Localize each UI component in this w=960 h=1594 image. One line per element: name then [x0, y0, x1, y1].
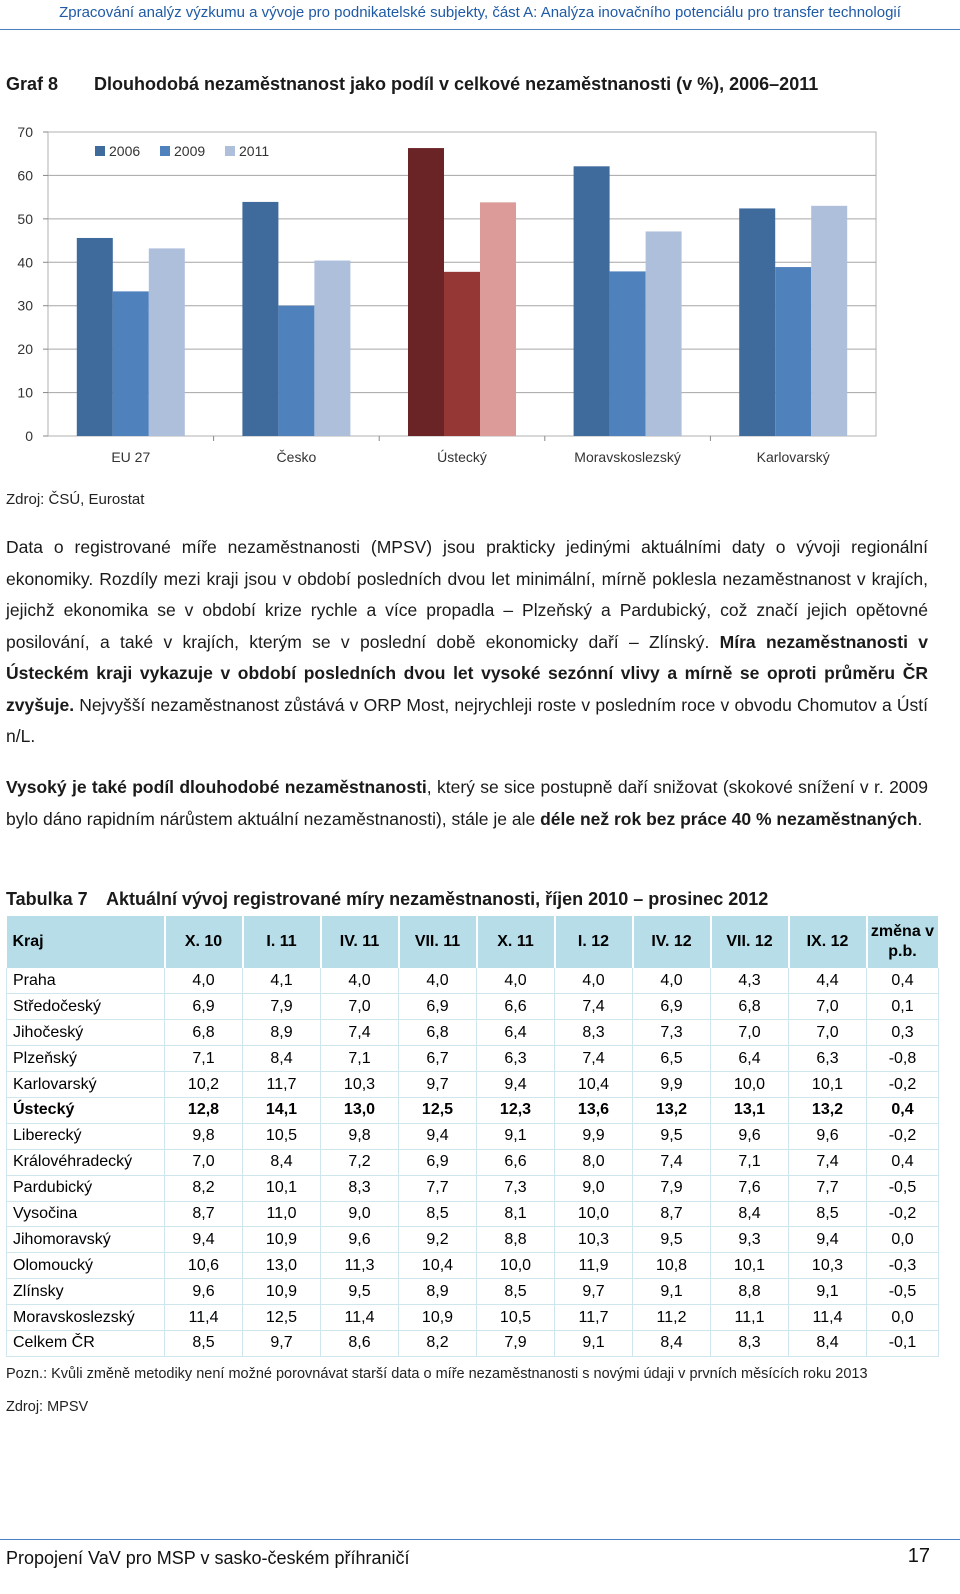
y-tick-label: 50: [17, 210, 33, 227]
bar-2006-Moravskoslezský: [574, 166, 610, 436]
value-cell: 7,9: [243, 994, 321, 1020]
value-cell: 8,5: [477, 1279, 555, 1305]
value-cell: 8,8: [477, 1227, 555, 1253]
table-note: [6, 1362, 938, 1420]
table-row: [7, 994, 939, 1020]
value-cell: 8,4: [711, 1201, 789, 1227]
figure-caption: [6, 74, 946, 95]
value-cell: 8,2: [165, 1175, 243, 1201]
value-cell: 8,4: [243, 1149, 321, 1175]
legend-swatch-2006: [95, 146, 105, 156]
value-cell: 4,3: [711, 968, 789, 994]
footer-project: Propojení VaV pro MSP v sasko-českém příhraničí: [6, 1548, 410, 1568]
value-cell: -0,3: [867, 1253, 939, 1279]
column-header: Kraj: [7, 916, 165, 968]
value-cell: 8,5: [399, 1201, 477, 1227]
value-cell: 4,0: [555, 968, 633, 994]
x-category-label: EU 27: [111, 449, 151, 465]
value-cell: 10,0: [555, 1201, 633, 1227]
value-cell: 9,8: [321, 1123, 399, 1149]
value-cell: 0,0: [867, 1227, 939, 1253]
region-name-cell: Ústecký: [7, 1097, 165, 1123]
table-row: [7, 1072, 939, 1098]
region-name-cell: Celkem ČR: [7, 1330, 165, 1356]
region-name-cell: Královéhradecký: [7, 1149, 165, 1175]
value-cell: 9,1: [789, 1279, 867, 1305]
table-note-text: Pozn.: Kvůli změně metodiky není možné porovnávat starší data o míře nezaměstnanosti s novými údaji v prvních měsících roku 2013: [6, 1366, 868, 1382]
region-name-cell: Plzeňský: [7, 1046, 165, 1072]
value-cell: 8,1: [477, 1201, 555, 1227]
bar-2011-Karlovarský: [811, 206, 847, 436]
value-cell: 4,0: [399, 968, 477, 994]
value-cell: 9,1: [633, 1279, 711, 1305]
column-header: I. 11: [243, 916, 321, 968]
value-cell: 4,1: [243, 968, 321, 994]
value-cell: 8,3: [321, 1175, 399, 1201]
region-name-cell: Středočeský: [7, 994, 165, 1020]
value-cell: 13,6: [555, 1097, 633, 1123]
value-cell: 11,7: [243, 1072, 321, 1098]
table-row: [7, 968, 939, 994]
region-name-cell: Pardubický: [7, 1175, 165, 1201]
value-cell: 10,0: [711, 1072, 789, 1098]
value-cell: 10,9: [243, 1279, 321, 1305]
value-cell: 6,4: [477, 1020, 555, 1046]
value-cell: 7,4: [321, 1020, 399, 1046]
value-cell: 7,3: [477, 1175, 555, 1201]
value-cell: 10,1: [789, 1072, 867, 1098]
value-cell: 9,4: [477, 1072, 555, 1098]
value-cell: -0,8: [867, 1046, 939, 1072]
table-row: [7, 1305, 939, 1331]
value-cell: -0,5: [867, 1175, 939, 1201]
value-cell: 9,0: [555, 1175, 633, 1201]
region-name-cell: Praha: [7, 968, 165, 994]
bar-2011-EU 27: [149, 248, 185, 436]
table-row: [7, 1175, 939, 1201]
value-cell: 9,5: [633, 1227, 711, 1253]
value-cell: 8,6: [321, 1330, 399, 1356]
value-cell: 4,0: [165, 968, 243, 994]
text-run: Míra nezaměstnanosti v Ústeckém kraji vykazuje v období posledních dvou let vysoké sezónní vlivy a mírně se oproti průměru ČR zvyšuje.: [6, 631, 929, 715]
value-cell: 7,6: [711, 1175, 789, 1201]
value-cell: 9,7: [399, 1072, 477, 1098]
value-cell: 7,0: [789, 994, 867, 1020]
value-cell: 6,9: [165, 994, 243, 1020]
bar-2009-Ústecký: [444, 272, 480, 436]
text-run: Data o registrované míře nezaměstnanosti (MPSV) jsou prakticky jedinými aktuálními daty o vývoji regionální ekonomiky. Rozdíly mezi kraji jsou v období posledních dvou let minimální, mírně poklesla nezaměstnanost v krajích, jejichž ekonomika se v období krize rychle a více propadla – Plzeňský a Pardubický, což značí jejich opětovné posilování, a také v krajích, kterým se v poslední době ekonomicky daří – Zlínský.: [6, 537, 928, 652]
legend-label: 2006: [109, 143, 141, 159]
value-cell: 6,9: [399, 994, 477, 1020]
value-cell: 6,5: [633, 1046, 711, 1072]
value-cell: 4,0: [477, 968, 555, 994]
table-caption: [6, 889, 946, 910]
value-cell: 6,8: [165, 1020, 243, 1046]
value-cell: 7,9: [633, 1175, 711, 1201]
region-name-cell: Liberecký: [7, 1123, 165, 1149]
value-cell: 8,9: [243, 1020, 321, 1046]
bar-2009-EU 27: [113, 291, 149, 436]
column-header: X. 11: [477, 916, 555, 968]
value-cell: 11,7: [555, 1305, 633, 1331]
value-cell: 6,3: [477, 1046, 555, 1072]
value-cell: 7,2: [321, 1149, 399, 1175]
value-cell: -0,2: [867, 1201, 939, 1227]
column-header: IV. 12: [633, 916, 711, 968]
table-row: [7, 1020, 939, 1046]
value-cell: 0,4: [867, 1149, 939, 1175]
y-tick-label: 10: [17, 384, 33, 401]
value-cell: 7,4: [555, 994, 633, 1020]
value-cell: -0,1: [867, 1330, 939, 1356]
value-cell: 9,0: [321, 1201, 399, 1227]
legend-swatch-2011: [225, 146, 235, 156]
value-cell: 10,1: [243, 1175, 321, 1201]
x-category-label: Česko: [276, 449, 317, 465]
value-cell: 12,8: [165, 1097, 243, 1123]
y-tick-label: 0: [25, 428, 33, 444]
value-cell: 11,2: [633, 1305, 711, 1331]
value-cell: 13,2: [633, 1097, 711, 1123]
value-cell: 7,0: [321, 994, 399, 1020]
value-cell: 10,5: [477, 1305, 555, 1331]
value-cell: 8,5: [789, 1201, 867, 1227]
figure-title: Dlouhodobá nezaměstnanost jako podíl v celkové nezaměstnanosti (v %), 2006–2011: [94, 74, 819, 94]
bar-2011-Moravskoslezský: [646, 231, 682, 436]
value-cell: 10,4: [399, 1253, 477, 1279]
value-cell: 6,7: [399, 1046, 477, 1072]
value-cell: -0,2: [867, 1072, 939, 1098]
table-row: [7, 1149, 939, 1175]
figure-source: Zdroj: ČSÚ, Eurostat: [6, 491, 145, 508]
value-cell: 9,4: [789, 1227, 867, 1253]
region-name-cell: Vysočina: [7, 1201, 165, 1227]
value-cell: 7,9: [477, 1330, 555, 1356]
table-row: [7, 1046, 939, 1072]
figure-number: Graf 8: [6, 74, 59, 94]
value-cell: -0,5: [867, 1279, 939, 1305]
value-cell: 9,1: [477, 1123, 555, 1149]
value-cell: 7,3: [633, 1020, 711, 1046]
region-name-cell: Karlovarský: [7, 1072, 165, 1098]
value-cell: 9,3: [711, 1227, 789, 1253]
value-cell: 9,6: [711, 1123, 789, 1149]
value-cell: 8,7: [633, 1201, 711, 1227]
value-cell: 6,3: [789, 1046, 867, 1072]
value-cell: 11,4: [789, 1305, 867, 1331]
bar-chart: [0, 118, 900, 478]
value-cell: 9,4: [399, 1123, 477, 1149]
y-tick-label: 70: [17, 124, 33, 140]
table-source: Zdroj: MPSV: [6, 1399, 89, 1415]
bar-2009-Moravskoslezský: [610, 271, 646, 436]
x-category-label: Karlovarský: [756, 449, 830, 465]
table-number: Tabulka 7: [6, 889, 88, 909]
value-cell: 8,3: [555, 1020, 633, 1046]
value-cell: 12,5: [243, 1305, 321, 1331]
text-run: Nejvyšší nezaměstnanost zůstává v ORP Most, nejrychleji roste v posledním roce v obvodu Chomutov a Ústí n/L.: [6, 694, 928, 746]
region-name-cell: Jihomoravský: [7, 1227, 165, 1253]
value-cell: 10,2: [165, 1072, 243, 1098]
value-cell: 10,8: [633, 1253, 711, 1279]
bar-2011-Česko: [314, 261, 350, 436]
value-cell: 9,9: [633, 1072, 711, 1098]
column-header: VII. 12: [711, 916, 789, 968]
value-cell: 6,9: [633, 994, 711, 1020]
bar-2006-Ústecký: [408, 148, 444, 436]
x-category-label: Ústecký: [437, 449, 487, 465]
value-cell: 13,0: [321, 1097, 399, 1123]
paragraph-1: [6, 532, 928, 753]
value-cell: 11,4: [165, 1305, 243, 1331]
bar-2009-Karlovarský: [775, 267, 811, 436]
value-cell: 7,0: [789, 1020, 867, 1046]
table-row: [7, 1330, 939, 1356]
value-cell: 9,6: [165, 1279, 243, 1305]
value-cell: 8,4: [789, 1330, 867, 1356]
value-cell: 4,4: [789, 968, 867, 994]
value-cell: 6,8: [711, 994, 789, 1020]
value-cell: 4,0: [321, 968, 399, 994]
value-cell: 10,3: [789, 1253, 867, 1279]
paragraph-2: [6, 772, 928, 835]
running-header: Zpracování analýz výzkumu a vývoje pro podnikatelské subjekty, část A: Analýza inovačního potenciálu pro transfer technologií: [0, 0, 960, 30]
value-cell: 12,5: [399, 1097, 477, 1123]
value-cell: 6,4: [711, 1046, 789, 1072]
legend-swatch-2009: [160, 146, 170, 156]
y-tick-label: 60: [17, 167, 33, 184]
value-cell: 8,5: [165, 1330, 243, 1356]
value-cell: 13,1: [711, 1097, 789, 1123]
column-header: VII. 11: [399, 916, 477, 968]
bar-2006-EU 27: [77, 238, 113, 436]
value-cell: 6,9: [399, 1149, 477, 1175]
table-header-row: [7, 916, 939, 968]
value-cell: 10,5: [243, 1123, 321, 1149]
value-cell: 9,1: [555, 1330, 633, 1356]
value-cell: 9,6: [321, 1227, 399, 1253]
value-cell: 10,4: [555, 1072, 633, 1098]
value-cell: 9,5: [633, 1123, 711, 1149]
region-name-cell: Jihočeský: [7, 1020, 165, 1046]
region-name-cell: Zlínsky: [7, 1279, 165, 1305]
column-header: IV. 11: [321, 916, 399, 968]
value-cell: 13,0: [243, 1253, 321, 1279]
column-header: I. 12: [555, 916, 633, 968]
value-cell: 8,2: [399, 1330, 477, 1356]
bar-2006-Karlovarský: [739, 208, 775, 436]
value-cell: 10,6: [165, 1253, 243, 1279]
value-cell: 8,4: [633, 1330, 711, 1356]
text-run: .: [917, 808, 923, 829]
table-row: [7, 1279, 939, 1305]
region-name-cell: Olomoucký: [7, 1253, 165, 1279]
value-cell: 9,5: [321, 1279, 399, 1305]
bar-2011-Ústecký: [480, 202, 516, 436]
text-run: déle než rok bez práce 40 % nezaměstnaných: [540, 808, 918, 829]
value-cell: 10,0: [477, 1253, 555, 1279]
value-cell: 11,9: [555, 1253, 633, 1279]
region-name-cell: Moravskoslezský: [7, 1305, 165, 1331]
value-cell: 8,0: [555, 1149, 633, 1175]
value-cell: 9,9: [555, 1123, 633, 1149]
value-cell: 9,8: [165, 1123, 243, 1149]
value-cell: 10,1: [711, 1253, 789, 1279]
text-run: , který se sice postupně daří snižovat (skokové snížení v r. 2009 bylo dáno rapidním nárůstem aktuální nezaměstnanosti), stále je ale: [6, 777, 928, 829]
page-number: 17: [907, 1545, 930, 1567]
unemployment-table: [6, 916, 940, 1357]
table-row: [7, 1253, 939, 1279]
value-cell: 13,2: [789, 1097, 867, 1123]
bar-2006-Česko: [242, 202, 278, 436]
value-cell: 8,3: [711, 1330, 789, 1356]
value-cell: 7,4: [633, 1149, 711, 1175]
table-title: Aktuální vývoj registrované míry nezaměstnanosti, říjen 2010 – prosinec 2012: [106, 889, 769, 909]
value-cell: 7,4: [789, 1149, 867, 1175]
value-cell: 0,4: [867, 1097, 939, 1123]
y-tick-label: 20: [17, 341, 33, 358]
bar-2009-Česko: [278, 306, 314, 436]
value-cell: 6,8: [399, 1020, 477, 1046]
value-cell: 7,1: [165, 1046, 243, 1072]
value-cell: 12,3: [477, 1097, 555, 1123]
column-header: IX. 12: [789, 916, 867, 968]
value-cell: 0,3: [867, 1020, 939, 1046]
value-cell: 7,0: [711, 1020, 789, 1046]
value-cell: 14,1: [243, 1097, 321, 1123]
table-row: [7, 1123, 939, 1149]
value-cell: 9,4: [165, 1227, 243, 1253]
value-cell: 7,1: [711, 1149, 789, 1175]
value-cell: 8,8: [711, 1279, 789, 1305]
value-cell: 8,9: [399, 1279, 477, 1305]
column-header: X. 10: [165, 916, 243, 968]
table-row: [7, 1097, 939, 1123]
value-cell: 6,6: [477, 994, 555, 1020]
page-footer: [0, 1539, 960, 1579]
value-cell: 9,2: [399, 1227, 477, 1253]
value-cell: 10,9: [399, 1305, 477, 1331]
value-cell: 0,4: [867, 968, 939, 994]
value-cell: -0,2: [867, 1123, 939, 1149]
table-row: [7, 1201, 939, 1227]
value-cell: 10,9: [243, 1227, 321, 1253]
y-tick-label: 40: [17, 254, 33, 271]
legend-label: 2011: [239, 143, 270, 159]
table-row: [7, 1227, 939, 1253]
text-run: Vysoký je také podíl dlouhodobé nezaměstnanosti: [6, 777, 427, 797]
value-cell: 11,3: [321, 1253, 399, 1279]
value-cell: 10,3: [555, 1227, 633, 1253]
y-tick-label: 30: [17, 297, 33, 314]
value-cell: 4,0: [633, 968, 711, 994]
value-cell: 8,7: [165, 1201, 243, 1227]
value-cell: 8,4: [243, 1046, 321, 1072]
value-cell: 0,1: [867, 994, 939, 1020]
value-cell: 10,3: [321, 1072, 399, 1098]
value-cell: 7,7: [399, 1175, 477, 1201]
value-cell: 6,6: [477, 1149, 555, 1175]
value-cell: 11,1: [711, 1305, 789, 1331]
value-cell: 9,7: [555, 1279, 633, 1305]
value-cell: 0,0: [867, 1305, 939, 1331]
value-cell: 11,0: [243, 1201, 321, 1227]
value-cell: 9,6: [789, 1123, 867, 1149]
value-cell: 9,7: [243, 1330, 321, 1356]
value-cell: 7,4: [555, 1046, 633, 1072]
x-category-label: Moravskoslezský: [574, 449, 681, 465]
value-cell: 11,4: [321, 1305, 399, 1331]
value-cell: 7,7: [789, 1175, 867, 1201]
legend-label: 2009: [174, 143, 206, 159]
column-header: změna v p.b.: [867, 916, 939, 968]
value-cell: 7,0: [165, 1149, 243, 1175]
value-cell: 7,1: [321, 1046, 399, 1072]
